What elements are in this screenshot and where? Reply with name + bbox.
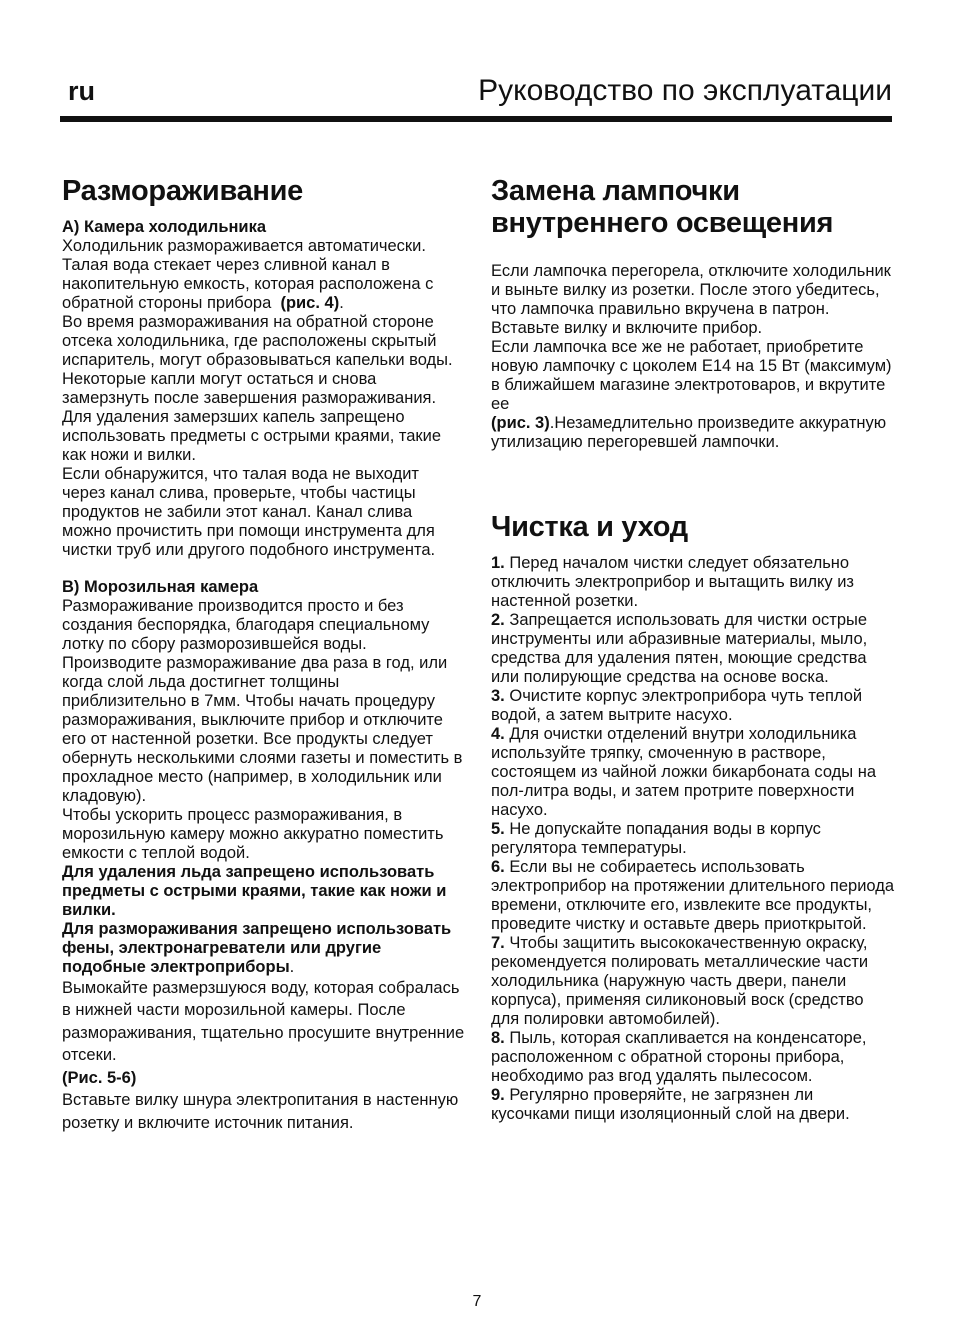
cleaning-item-text: Запрещается использовать для чистки острые инструменты или абразивные материалы, мыло, средства для удаления пятен, моющие средства или полирующие средства на основе воска.	[491, 610, 868, 686]
cleaning-item-text: Чтобы защитить высококачественную окраску, рекомендуется полировать металлические части холодильника (наружную часть двери, панели корпуса), применяя силиконовый воск (средство для полировки автомобилей).	[491, 933, 869, 1028]
fridge-paragraph-2: Во время размораживания на обратной стороне отсека холодильника, где расположены скрытый испаритель, могут образовываться капельки воды. Некоторые капли могут остаться и снова замерзнуть после завершения размораживания. Для удаления замерзших капель запрещено использовать предметы с острыми краями, такие как ножи и вилки.	[62, 312, 453, 464]
cleaning-item	[491, 858, 895, 934]
cleaning-item-text: Не допускайте попадания воды в корпус регулятора температуры.	[491, 819, 821, 857]
fridge-paragraph-1	[62, 237, 466, 313]
cleaning-item	[491, 725, 895, 820]
cleaning-item-text: Регулярно проверяйте, не загрязнен ли кусочками пищи изоляционный слой на двери.	[491, 1085, 850, 1123]
fridge-heading: А) Камера холодильника	[62, 217, 267, 236]
section-gap	[62, 560, 466, 578]
defrost-title: Размораживание	[62, 175, 303, 207]
right-column	[491, 176, 895, 1124]
freezer-heading: В) Морозильная камера	[62, 577, 259, 596]
freezer-warning-2-end: .	[289, 957, 295, 976]
page-header	[60, 72, 892, 118]
cleaning-item	[491, 687, 895, 725]
fig-3-ref: (рис. 3)	[491, 413, 550, 432]
section-gap	[491, 452, 895, 512]
document-title: Руководство по эксплуатации	[478, 74, 892, 107]
cleaning-item-number: 1.	[491, 553, 505, 572]
fridge-paragraph-3: Если обнаружится, что талая вода не выходит через канал слива, проверьте, чтобы частицы продуктов не забили этот канал. Канал слива можно прочистить при помощи инструмента для чистки труб или другого подобного инструмента.	[62, 464, 436, 559]
freezer-warning-1: Для удаления льда запрещено использовать предметы с острыми краями, такие как ножи и вилки.	[62, 862, 447, 919]
freezer-warning-2	[62, 920, 466, 977]
lamp-paragraph-2: Если лампочка все же не работает, приобретите новую лампочку с цоколем Е14 на 15 Вт (максимум) в ближайшем магазине электротоваров, и вкрутите ее	[491, 337, 892, 413]
freezer-paragraph-2: Производите размораживание два раза в год, или когда слой льда достигнет толщины приблизительно в 7мм. Чтобы начать процедуру размораживания, выключите прибор и отключите его от настенной розетки. Все продукты следует обернуть несколькими слоями газеты и поместить в прохладное место (например, в холодильник или кладовую).	[62, 653, 463, 805]
freezer-paragraph-4: Вымокайте размерзшуюся воду, которая собралась в нижней части морозильной камеры. После размораживания, тщательно просушите внутренние отсеки.	[62, 978, 465, 1065]
cleaning-item-number: 5.	[491, 819, 505, 838]
lamp-paragraph-3	[491, 414, 895, 452]
cleaning-item	[491, 611, 895, 687]
cleaning-item	[491, 554, 895, 611]
fridge-p1-end: .	[339, 293, 344, 312]
lamp-p3-text: .Незамедлительно произведите аккуратную утилизацию перегоревшей лампочки.	[491, 413, 887, 451]
freezer-warning-2-text: Для размораживания запрещено использовать фены, электронагреватели или другие подобные электроприборы	[62, 919, 452, 976]
cleaning-item	[491, 934, 895, 1029]
lamp-paragraph-1: Если лампочка перегорела, отключите холодильник и выньте вилку из розетки. После этого убедитесь, что лампочка правильно вкручена в патрон. Вставьте вилку и включите прибор.	[491, 261, 891, 337]
cleaning-item	[491, 1086, 895, 1124]
cleaning-item-number: 6.	[491, 857, 505, 876]
cleaning-item-number: 2.	[491, 610, 505, 629]
left-column	[62, 176, 466, 1134]
cleaning-item-number: 4.	[491, 724, 505, 743]
fig-4-ref: (рис. 4)	[280, 293, 340, 312]
cleaning-item-text: Пыль, которая скапливается на конденсаторе, расположенном с обратной стороны прибора, необходимо раз вгод удалять пылесосом.	[491, 1028, 867, 1085]
freezer-paragraph-1: Размораживание производится просто и без создания беспорядка, благодаря специальному лотку по сбору разморозившейся воды.	[62, 596, 430, 653]
cleaning-item-number: 9.	[491, 1085, 505, 1104]
fig-5-6-ref: (Рис. 5-6)	[62, 1068, 137, 1087]
cleaning-item-text: Для очистки отделений внутри холодильника используйте тряпку, смоченную в растворе, состоящем из чайной ложки бикарбоната соды на пол-литра воды, и затем протрите поверхности насухо.	[491, 724, 877, 819]
cleaning-item-number: 3.	[491, 686, 505, 705]
fridge-p1-text: Холодильник размораживается автоматически. Талая вода стекает через сливной канал в накопительную емкость, которая расположена с обратной стороны прибора	[62, 236, 434, 312]
cleaning-item-text: Если вы не собираетесь использовать электроприбор на протяжении длительного периода времени, отключите его, извлеките все продукты, проведите чистку и оставьте дверь приоткрытой.	[491, 857, 895, 933]
cleaning-item	[491, 1029, 895, 1086]
lamp-title: Замена лампочки внутреннего освещения	[491, 175, 834, 239]
cleaning-item	[491, 820, 895, 858]
page-number: 7	[472, 1293, 482, 1310]
cleaning-list	[491, 554, 895, 1124]
header-rule	[60, 116, 892, 122]
cleaning-item-text: Перед началом чистки следует обязательно отключить электроприбор и вытащить вилку из настенной розетки.	[491, 553, 854, 610]
cleaning-title: Чистка и уход	[491, 510, 688, 543]
freezer-paragraph-5: Вставьте вилку шнура электропитания в настенную розетку и включите источник питания.	[62, 1091, 459, 1132]
freezer-paragraph-3: Чтобы ускорить процесс размораживания, в морозильную камеру можно аккуратно поместить емкости с теплой водой.	[62, 805, 444, 862]
cleaning-item-number: 8.	[491, 1028, 505, 1047]
cleaning-item-number: 7.	[491, 933, 505, 952]
cleaning-item-text: Очистите корпус электроприбора чуть теплой водой, а затем вытрите насухо.	[491, 686, 863, 724]
freezer-final-block	[62, 977, 466, 1135]
language-code: ru	[68, 76, 95, 106]
